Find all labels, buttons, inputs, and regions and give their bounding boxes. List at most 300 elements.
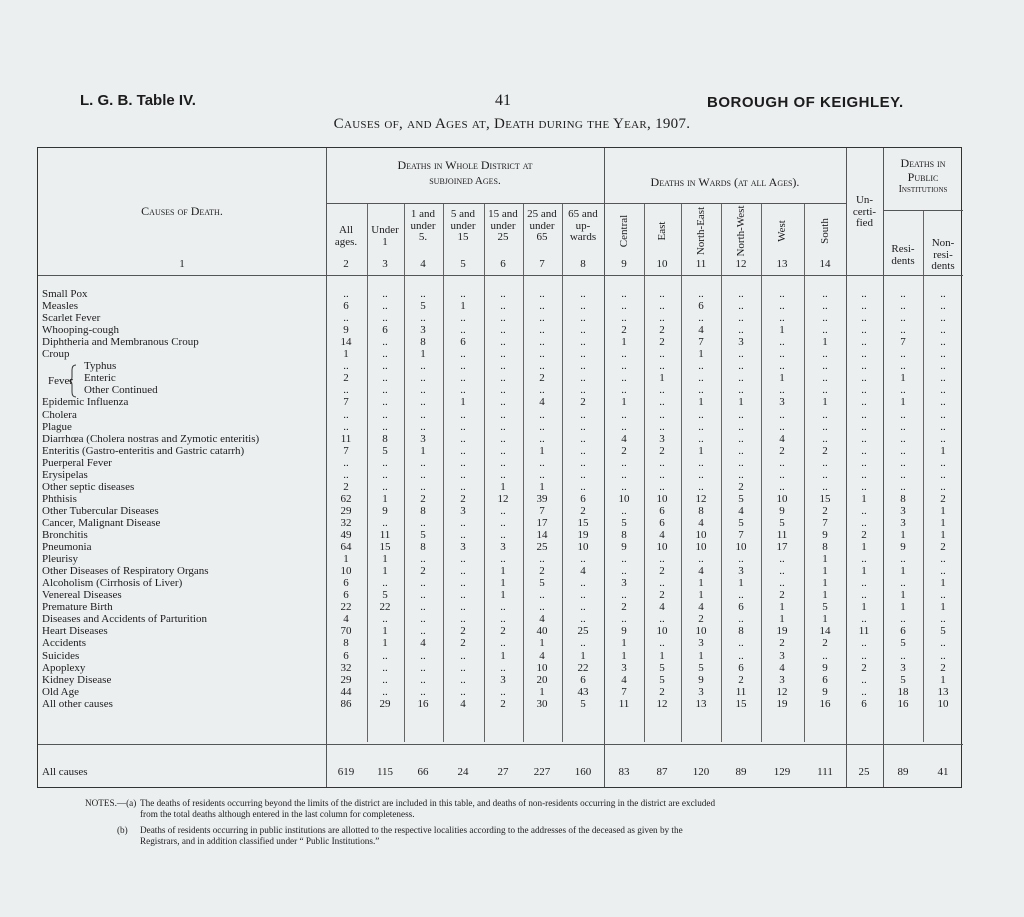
table-cell: .. (382, 288, 388, 300)
table-cell: 4 (580, 565, 586, 578)
table-cell: 10 (695, 541, 707, 554)
table-cell: 5 (580, 697, 586, 710)
age-col-header: Under 1 (371, 224, 399, 248)
table-cell: 11 (618, 697, 630, 710)
table-cell: .. (500, 685, 506, 698)
cause-label: Measles (42, 300, 79, 313)
ward-col-header: South (819, 218, 831, 244)
table-cell: 1 (698, 649, 704, 662)
table-cell: .. (621, 300, 627, 313)
table-cell: .. (420, 312, 426, 325)
ward-col-header: West (776, 220, 788, 242)
table-cell: .. (900, 553, 906, 566)
uncertified-heading: Un- certi- fied (852, 194, 877, 230)
age-col-number: 7 (539, 258, 545, 270)
table-cell: 1 (659, 372, 665, 385)
table-cell: 1 (698, 348, 704, 361)
table-cell: .. (343, 312, 349, 325)
table-cell: .. (500, 348, 506, 361)
table-cell: .. (822, 300, 828, 313)
table-cell: 4 (779, 432, 785, 445)
cause-label: Other Tubercular Diseases (42, 504, 159, 517)
table-cell: 1 (861, 541, 867, 554)
table-cell: .. (861, 480, 867, 493)
table-cell: .. (460, 456, 466, 469)
cause-label: Bronchitis (42, 529, 88, 541)
table-cell: 64 (340, 541, 352, 554)
table-cell: 29 (340, 504, 352, 517)
table-cell: 2 (822, 504, 828, 517)
table-cell: 4 (460, 697, 466, 710)
table-cell: .. (343, 420, 349, 433)
table-cell: 1 (822, 565, 828, 578)
table-cell: 5 (382, 444, 388, 457)
table-cell: .. (779, 565, 785, 578)
table-cell: 22 (340, 601, 352, 614)
table-cell: 10 (695, 625, 707, 638)
table-cell: 4 (539, 396, 545, 409)
table-cell: .. (580, 444, 586, 457)
table-cell: .. (900, 468, 906, 481)
table-cell: 5 (738, 516, 744, 529)
table-cell: .. (500, 324, 506, 337)
cause-label: Pneumonia (42, 541, 92, 554)
table-cell: .. (900, 360, 906, 373)
table-cell: 1 (500, 480, 506, 493)
table-cell: .. (940, 637, 946, 650)
table-cell: 1 (779, 372, 785, 385)
table-cell: .. (822, 420, 828, 433)
table-cell: 2 (621, 324, 627, 337)
table-cell: .. (382, 372, 388, 385)
table-cell: .. (900, 300, 906, 313)
table-cell: .. (420, 360, 426, 373)
table-cell: .. (621, 420, 627, 433)
table-cell: .. (738, 348, 744, 361)
table-cell: 2 (940, 661, 946, 674)
table-cell: 10 (776, 492, 788, 505)
table-cell: .. (539, 456, 545, 469)
table-cell: .. (900, 480, 906, 493)
table-cell: .. (940, 384, 946, 397)
table-cell: 8 (738, 625, 744, 638)
table-cell: 6 (822, 673, 828, 686)
table-cell: .. (343, 384, 349, 397)
table-cell: .. (500, 613, 506, 626)
table-cell: 3 (659, 432, 665, 445)
table-cell: .. (659, 360, 665, 373)
ward-col-number: 9 (621, 258, 627, 270)
table-cell: .. (539, 601, 545, 614)
table-cell: .. (822, 312, 828, 325)
total-cell: 66 (417, 766, 429, 778)
table-cell: 1 (940, 444, 946, 457)
table-cell: .. (420, 384, 426, 397)
table-cell: 2 (738, 480, 744, 493)
table-cell: .. (861, 673, 867, 686)
public-inst-heading-3: Institutions (898, 184, 948, 195)
table-cell: .. (420, 601, 426, 614)
table-cell: .. (382, 384, 388, 397)
table-cell: .. (420, 661, 426, 674)
table-cell: 7 (698, 336, 704, 349)
table-cell: 2 (580, 396, 586, 409)
table-cell: .. (698, 420, 704, 433)
cause-label: Suicides (42, 649, 80, 662)
table-cell: 10 (656, 625, 668, 638)
table-cell: 1 (500, 577, 506, 590)
table-cell: 40 (536, 625, 548, 638)
table-cell: .. (940, 432, 946, 445)
table-cell: .. (621, 565, 627, 578)
table-cell: .. (738, 324, 744, 337)
table-cell: .. (460, 348, 466, 361)
table-cell: 2 (580, 504, 586, 517)
table-cell: .. (621, 613, 627, 626)
table-cell: 49 (340, 529, 352, 541)
table-cell: .. (861, 288, 867, 300)
table-cell: .. (659, 553, 665, 566)
table-cell: 1 (698, 589, 704, 602)
table-cell: 1 (940, 601, 946, 614)
table-cell: 2 (420, 565, 426, 578)
table-cell: .. (621, 372, 627, 385)
table-cell: 1 (460, 300, 466, 313)
table-cell: .. (500, 601, 506, 614)
table-cell: .. (382, 312, 388, 325)
table-cell: .. (779, 312, 785, 325)
table-cell: 2 (861, 529, 867, 541)
whole-district-subheading: subjoined Ages. (429, 175, 501, 187)
table-cell: .. (460, 553, 466, 566)
table-cell: .. (420, 408, 426, 421)
table-cell: .. (460, 516, 466, 529)
table-cell: .. (738, 408, 744, 421)
table-cell: 1 (900, 589, 906, 602)
table-cell: 8 (420, 541, 426, 554)
table-cell: .. (580, 468, 586, 481)
age-col-header: 1 and under 5. (410, 208, 436, 244)
table-cell: 6 (343, 577, 349, 590)
table-cell: .. (539, 336, 545, 349)
table-cell: .. (500, 504, 506, 517)
table-cell: .. (659, 396, 665, 409)
table-cell: .. (738, 613, 744, 626)
table-cell: 7 (343, 444, 349, 457)
table-cell: .. (900, 288, 906, 300)
table-cell: 1 (698, 396, 704, 409)
table-cell: 11 (735, 685, 747, 698)
table-cell: .. (539, 300, 545, 313)
table-cell: .. (861, 360, 867, 373)
table-cell: 32 (340, 661, 352, 674)
table-cell: .. (621, 384, 627, 397)
table-cell: 4 (698, 324, 704, 337)
table-cell: 3 (460, 541, 466, 554)
table-cell: .. (621, 348, 627, 361)
table-cell: .. (621, 408, 627, 421)
table-cell: 8 (420, 336, 426, 349)
note-a: NOTES.—(a) The deaths of residents occurring beyond the limits of the district are included in this table, and deaths of non-residents occurring in the district are excluded from the total deaths although entered in the last column for completeness. (85, 798, 716, 819)
table-cell: 18 (897, 685, 909, 698)
table-cell: .. (420, 553, 426, 566)
table-cell: .. (621, 480, 627, 493)
table-cell: 2 (460, 625, 466, 638)
cause-label: Cancer, Malignant Disease (42, 516, 161, 529)
table-cell: .. (343, 468, 349, 481)
table-cell: .. (500, 432, 506, 445)
cause-label: Venereal Diseases (42, 589, 122, 602)
cause-label: Enteric (84, 372, 116, 385)
table-cell: .. (738, 444, 744, 457)
table-cell: 7 (738, 529, 744, 541)
table-cell: 7 (539, 504, 545, 517)
table-cell: .. (539, 468, 545, 481)
table-cell: 8 (900, 492, 906, 505)
table-cell: .. (738, 637, 744, 650)
table-cell: 5 (659, 661, 665, 674)
residents-heading: Resi- dents (891, 243, 915, 267)
table-cell: .. (940, 649, 946, 662)
table-cell: 5 (621, 516, 627, 529)
causes-heading: Causes of Death. (141, 204, 223, 218)
table-cell: .. (779, 420, 785, 433)
table-cell: 1 (738, 577, 744, 590)
table-cell: 6 (659, 504, 665, 517)
table-cell: 2 (659, 565, 665, 578)
table-cell: 2 (659, 444, 665, 457)
table-cell: 1 (659, 649, 665, 662)
table-cell: .. (500, 288, 506, 300)
table-cell: 39 (536, 492, 548, 505)
total-cell: 89 (897, 766, 909, 778)
ward-col-header: North-West (735, 205, 747, 257)
table-cell: .. (738, 432, 744, 445)
table-cell: 4 (621, 432, 627, 445)
table-cell: .. (900, 324, 906, 337)
table-cell: 10 (735, 541, 747, 554)
cause-label: Whooping-cough (42, 324, 119, 337)
table-cell: 6 (382, 324, 388, 337)
table-cell: 1 (343, 348, 349, 361)
table-cell: 17 (776, 541, 788, 554)
table-cell: 1 (822, 553, 828, 566)
table-cell: 12 (497, 492, 509, 505)
table-cell: .. (580, 589, 586, 602)
table-cell: 6 (698, 300, 704, 313)
table-cell: 2 (738, 673, 744, 686)
cause-label: Old Age (42, 685, 79, 698)
table-cell: .. (822, 372, 828, 385)
table-cell: .. (539, 288, 545, 300)
table-cell: .. (460, 312, 466, 325)
table-cell: .. (940, 288, 946, 300)
table-cell: .. (779, 468, 785, 481)
table-cell: 15 (819, 492, 831, 505)
table-cell: 2 (343, 480, 349, 493)
table-cell: .. (822, 456, 828, 469)
table-cell: .. (460, 529, 466, 541)
table-cell: 1 (940, 504, 946, 517)
table-cell: 6 (659, 516, 665, 529)
table-cell: .. (900, 649, 906, 662)
table-cell: .. (460, 432, 466, 445)
table-cell: 4 (659, 529, 665, 541)
table-cell: .. (822, 348, 828, 361)
table-cell: 2 (460, 637, 466, 650)
age-col-header: 5 and under 15 (450, 208, 476, 244)
table-cell: .. (500, 384, 506, 397)
table-cell: .. (621, 553, 627, 566)
table-cell: 5 (738, 492, 744, 505)
cause-label: Phthisis (42, 492, 77, 505)
table-cell: .. (861, 504, 867, 517)
table-cell: 1 (343, 553, 349, 566)
table-cell: .. (420, 613, 426, 626)
table-cell: 5 (822, 601, 828, 614)
table-cell: 32 (340, 516, 352, 529)
table-cell: 1 (539, 637, 545, 650)
table-cell: 1 (779, 324, 785, 337)
table-cell: 3 (621, 661, 627, 674)
table-cell: 3 (779, 673, 785, 686)
table-cell: 14 (536, 529, 548, 541)
table-cell: .. (900, 420, 906, 433)
table-cell: 6 (343, 589, 349, 602)
table-cell: .. (500, 529, 506, 541)
age-col-header: 15 and under 25 (488, 208, 518, 244)
table-cell: 14 (340, 336, 352, 349)
table-cell: 1 (621, 649, 627, 662)
table-cell: .. (580, 336, 586, 349)
table-cell: 2 (659, 589, 665, 602)
cause-label: Premature Birth (42, 601, 113, 614)
table-cell: 3 (460, 504, 466, 517)
total-cell: 227 (533, 766, 551, 778)
notes (85, 798, 965, 852)
total-cell: 120 (692, 766, 710, 778)
table-cell: .. (460, 444, 466, 457)
table-cell: .. (580, 456, 586, 469)
table-cell: 1 (621, 637, 627, 650)
table-cell: .. (420, 468, 426, 481)
table-cell: .. (621, 288, 627, 300)
table-cell: .. (779, 336, 785, 349)
table-cell: .. (500, 396, 506, 409)
table-cell: 1 (861, 601, 867, 614)
table-cell: .. (900, 456, 906, 469)
table-cell: .. (382, 661, 388, 674)
table-cell: .. (822, 408, 828, 421)
table-cell: .. (580, 480, 586, 493)
table-cell: .. (779, 360, 785, 373)
table-cell: 29 (379, 697, 391, 710)
table-cell: .. (580, 288, 586, 300)
table-cell: .. (698, 384, 704, 397)
table-cell: .. (580, 432, 586, 445)
table-cell: .. (861, 384, 867, 397)
table-cell: .. (382, 480, 388, 493)
table-cell: 2 (343, 372, 349, 385)
age-col-header: All ages. (334, 224, 358, 248)
table-cell: .. (382, 336, 388, 349)
table-cell: 2 (861, 661, 867, 674)
table-cell: .. (738, 420, 744, 433)
table-cell: .. (940, 372, 946, 385)
table-cell: 1 (779, 601, 785, 614)
table-cell: .. (500, 468, 506, 481)
table-cell: .. (940, 300, 946, 313)
table-cell: 5 (420, 529, 426, 541)
table-cell: .. (382, 673, 388, 686)
table-cell: 1 (621, 336, 627, 349)
table-cell: 5 (539, 577, 545, 590)
total-cell: 41 (937, 766, 949, 778)
table-cell: 1 (382, 492, 388, 505)
table-cell: 5 (779, 516, 785, 529)
table-cell: .. (822, 649, 828, 662)
cause-label: Other septic diseases (42, 480, 135, 493)
table-cell: .. (659, 468, 665, 481)
table-cell: 4 (539, 649, 545, 662)
table-cell: .. (500, 661, 506, 674)
table-cell: 44 (340, 685, 352, 698)
table-cell: .. (382, 360, 388, 373)
table-cell: .. (621, 312, 627, 325)
table-cell: .. (539, 553, 545, 566)
table-cell: .. (779, 577, 785, 590)
table-cell: .. (940, 336, 946, 349)
total-cell: 129 (773, 766, 791, 778)
table-cell: 1 (900, 396, 906, 409)
table-cell: .. (779, 456, 785, 469)
table-cell: 2 (500, 697, 506, 710)
table-cell: .. (580, 420, 586, 433)
table-cell: 2 (659, 685, 665, 698)
table-cell: 8 (698, 504, 704, 517)
table-cell: 6 (580, 673, 586, 686)
table-cell: .. (861, 456, 867, 469)
table-cell: .. (382, 396, 388, 409)
table-cell: .. (420, 625, 426, 638)
table-cell: 1 (900, 565, 906, 578)
table-cell: .. (621, 468, 627, 481)
total-cell: 27 (497, 766, 509, 778)
table-cell: 1 (738, 396, 744, 409)
table-cell: 1 (940, 673, 946, 686)
cause-label: Alcoholism (Cirrhosis of Liver) (42, 577, 183, 590)
total-cell: 160 (574, 766, 592, 778)
table-cell: .. (539, 324, 545, 337)
table-cell: .. (420, 372, 426, 385)
table-cell: .. (900, 432, 906, 445)
ward-col-number: 14 (819, 258, 831, 270)
table-cell: .. (779, 384, 785, 397)
cause-label: Croup (42, 348, 70, 361)
table-cell: 22 (379, 601, 391, 614)
table-cell: .. (822, 360, 828, 373)
table-cell: .. (738, 312, 744, 325)
table-cell: 8 (420, 504, 426, 517)
table-cell: .. (500, 553, 506, 566)
table-cell: 2 (698, 613, 704, 626)
table-cell: 1 (382, 637, 388, 650)
table-cell: .. (621, 589, 627, 602)
table-cell: 11 (858, 625, 870, 638)
table-cell: .. (779, 553, 785, 566)
cause-label: Other Continued (84, 384, 158, 397)
table-cell: .. (343, 360, 349, 373)
